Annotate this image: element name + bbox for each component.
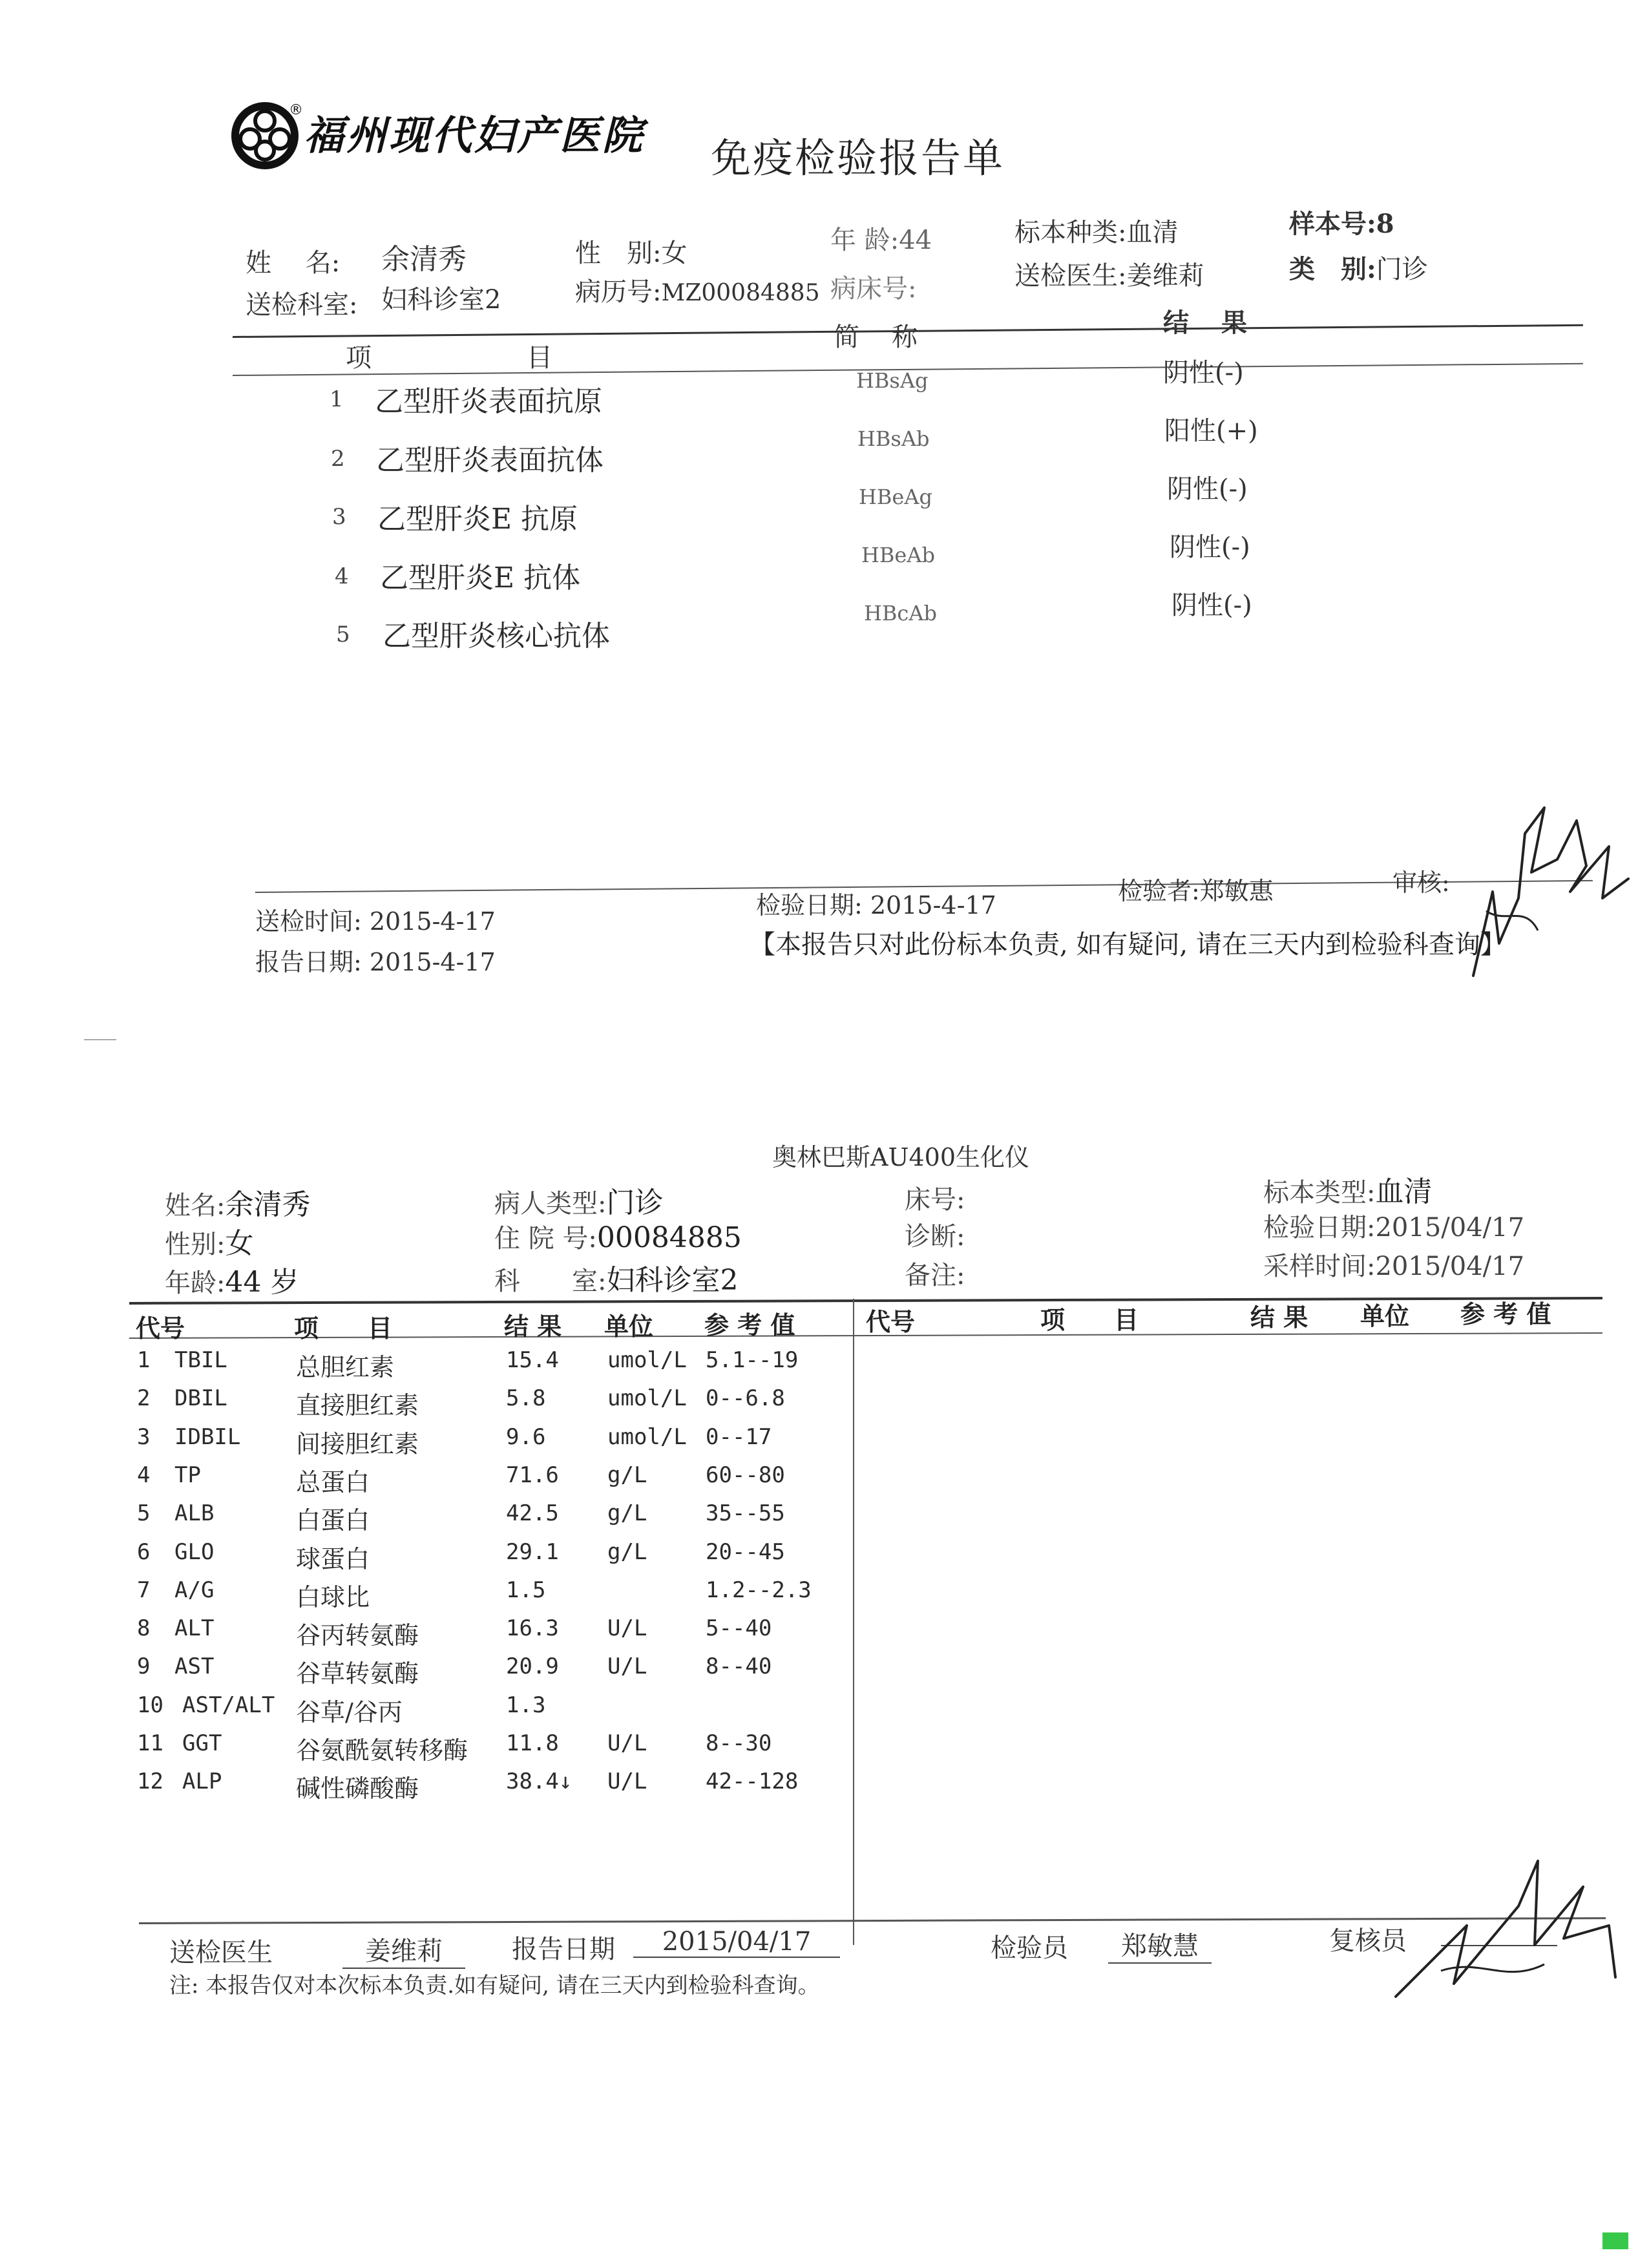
name-field: [246, 242, 340, 279]
b-row-item: 白蛋白: [296, 1506, 370, 1535]
test-date: 检验日期: 2015-4-17: [756, 891, 996, 919]
b-doctor-value: 姜维莉: [342, 1931, 465, 1969]
b-row-item: 白球比: [296, 1583, 370, 1612]
b-test-date-field: [1263, 1207, 1524, 1244]
b-specimen-value: 血清: [1375, 1175, 1433, 1208]
b-row-number: 6: [137, 1539, 151, 1565]
b-row-result: 15.4: [506, 1347, 559, 1373]
b-col-item-right: 项 目: [1040, 1305, 1139, 1334]
b-row-unit: U/L: [607, 1730, 647, 1756]
row-result: 阳性(+): [1164, 416, 1258, 446]
b-row-number: 9: [137, 1654, 151, 1679]
b-row-result: 71.6: [506, 1462, 559, 1488]
b-row-item: 间接胆红素: [296, 1430, 419, 1458]
bed-field: [830, 268, 916, 305]
row-number: 1: [330, 386, 344, 412]
b-column-divider: [853, 1299, 854, 1945]
b-row-unit: g/L: [607, 1462, 647, 1488]
b-row-result: 9.6: [506, 1424, 546, 1450]
b-age-label: 年龄:: [165, 1268, 226, 1298]
sex-field: [575, 233, 687, 269]
b-age-value: 44 岁: [225, 1266, 299, 1299]
biochem-title: 奥林巴斯AU400生化仪: [772, 1143, 1029, 1171]
b-sample-time-field: [1263, 1246, 1524, 1283]
doctor-value: 姜维莉: [1126, 261, 1204, 291]
b-reviewer-label: 复核员: [1329, 1926, 1407, 1956]
b-col-ref-right: 参 考 值: [1460, 1299, 1551, 1328]
b-inpatient-label: 住 院 号:: [494, 1224, 597, 1254]
b-row-item: 谷氨酰氨转移酶: [296, 1736, 468, 1765]
doctor-label: 送检医生:: [1014, 261, 1127, 291]
b-sample-time-value: 2015/04/17: [1375, 1252, 1525, 1281]
b-row-code: TP: [174, 1462, 201, 1488]
b-sex-field: [165, 1220, 253, 1261]
reviewer-signature-icon: [1447, 795, 1641, 989]
row-item: 乙型肝炎E 抗体: [380, 562, 581, 594]
b-row-result: 16.3: [506, 1615, 559, 1641]
b-row-item: 谷草转氨酶: [296, 1659, 419, 1688]
b-row-ref: 5.1--19: [706, 1347, 799, 1373]
reviewer-label: 审核:: [1392, 868, 1450, 897]
b-row-number: 8: [137, 1615, 151, 1641]
b-row-result: 20.9: [506, 1654, 559, 1679]
b-row-item: 直接胆红素: [296, 1391, 419, 1420]
b-row-number: 2: [137, 1385, 151, 1411]
b-row-code: GLO: [174, 1539, 215, 1565]
dept-label: 送检科室:: [246, 290, 358, 320]
b-row-ref: 1.2--2.3: [706, 1577, 812, 1603]
b-row-number: 11: [137, 1730, 163, 1756]
b-row-number: 10: [137, 1692, 163, 1718]
specimen-label: 标本种类:: [1014, 218, 1127, 247]
sample-no-value: 8: [1376, 209, 1394, 239]
b-row-code: GGT: [182, 1730, 222, 1756]
b-row-result: 1.3: [506, 1692, 546, 1718]
b-test-date-label: 检验日期:: [1263, 1213, 1376, 1243]
b-tester-label: 检验员: [991, 1933, 1068, 1963]
b-report-date-value: 2015/04/17: [633, 1927, 840, 1958]
sample-no-label: 样本号:: [1289, 209, 1376, 239]
b-ptype-value: 门诊: [606, 1186, 664, 1219]
b-sample-time-label: 采样时间:: [1263, 1252, 1376, 1281]
b-row-code: TBIL: [174, 1347, 227, 1373]
b-row-item: 谷草/谷丙: [296, 1698, 403, 1727]
b-row-ref: 0--6.8: [706, 1385, 785, 1411]
row-item: 乙型肝炎核心抗体: [383, 620, 610, 653]
b-row-ref: 20--45: [706, 1539, 785, 1565]
b-row-code: ALB: [174, 1500, 215, 1526]
b-diagnosis-label: 诊断:: [905, 1222, 965, 1252]
report-date: 报告日期: 2015-4-17: [255, 948, 496, 976]
row-number: 3: [332, 504, 346, 530]
b-col-code: 代号: [136, 1314, 185, 1343]
b-col-code-right: 代号: [866, 1307, 916, 1336]
b-reviewer-signature-icon: [1389, 1848, 1635, 2016]
b-row-number: 7: [137, 1577, 151, 1603]
row-abbr: HBeAg: [859, 485, 932, 509]
b-remark-label: 备注:: [905, 1261, 965, 1290]
b-row-result: 38.4↓: [506, 1769, 572, 1794]
b-age-field: [165, 1259, 299, 1300]
b-inpatient-field: [494, 1218, 742, 1255]
svg-text:®: ®: [289, 102, 303, 118]
dept-value: 妇科诊室2: [381, 285, 501, 315]
b-row-ref: 60--80: [706, 1462, 785, 1488]
b-row-ref: 8--40: [706, 1654, 772, 1679]
record-label: 病历号:: [575, 277, 662, 307]
doctor-field: [1014, 255, 1204, 292]
b-row-number: 3: [137, 1424, 151, 1450]
b-test-date-value: 2015/04/17: [1375, 1213, 1525, 1243]
b-specimen-field: [1263, 1168, 1432, 1210]
b-row-unit: U/L: [607, 1654, 647, 1679]
b-sex-value: 女: [225, 1227, 254, 1260]
category-field: [1289, 249, 1428, 286]
b-row-result: 11.8: [506, 1730, 559, 1756]
report-title: 免疫检验报告单: [711, 134, 1005, 182]
corner-mark: [1602, 2232, 1628, 2249]
b-row-code: A/G: [174, 1577, 215, 1603]
tester: 检验者:郑敏惠: [1118, 877, 1274, 905]
b-col-unit: 单位: [604, 1312, 654, 1341]
b-col-item: 项 目: [294, 1314, 393, 1343]
b-row-code: AST/ALT: [182, 1692, 275, 1718]
b-col-unit-right: 单位: [1360, 1301, 1410, 1330]
b-row-code: IDBIL: [174, 1424, 241, 1450]
b-name-field: [165, 1181, 310, 1223]
b-specimen-label: 标本类型:: [1263, 1178, 1376, 1208]
b-row-unit: umol/L: [607, 1385, 687, 1411]
b-row-number: 1: [137, 1347, 151, 1373]
b-row-unit: umol/L: [607, 1424, 687, 1450]
b-row-number: 5: [137, 1500, 151, 1526]
b-name-value: 余清秀: [225, 1188, 311, 1221]
disclaimer-note: 【本报告只对此份标本负责, 如有疑问, 请在三天内到检验科查询】: [750, 930, 1506, 960]
b-row-item: 谷丙转氨酶: [296, 1621, 419, 1650]
sex-value: 女: [661, 238, 688, 268]
category-label: 类 别:: [1289, 254, 1376, 284]
record-field: [575, 271, 820, 308]
age-field: [830, 220, 932, 257]
b-row-ref: 35--55: [706, 1500, 785, 1526]
b-row-result: 29.1: [506, 1539, 559, 1565]
b-row-item: 碱性磷酸酶: [296, 1774, 419, 1803]
b-row-ref: 5--40: [706, 1615, 772, 1641]
specimen-field: [1014, 212, 1178, 249]
b-row-unit: g/L: [607, 1500, 647, 1526]
b-name-label: 姓名:: [165, 1191, 226, 1221]
sex-label: 性 别:: [575, 238, 662, 268]
b-doctor-label: 送检医生: [169, 1938, 273, 1968]
category-value: 门诊: [1376, 255, 1428, 284]
record-value: MZ00084885: [661, 280, 820, 306]
row-item: 乙型肝炎表面抗原: [375, 385, 602, 418]
row-abbr: HBsAb: [857, 426, 930, 451]
b-col-result-right: 结 果: [1250, 1303, 1308, 1332]
row-result: 阴性(-): [1171, 591, 1252, 620]
name-value: 余清秀: [381, 243, 467, 276]
b-tester-value: 郑敏慧: [1108, 1926, 1212, 1964]
row-result: 阴性(-): [1170, 532, 1250, 562]
b-sex-label: 性别:: [165, 1230, 226, 1259]
b-row-ref: 42--128: [706, 1769, 799, 1794]
b-row-result: 42.5: [506, 1500, 559, 1526]
b-row-code: ALT: [174, 1615, 215, 1641]
b-bed-label: 床号:: [905, 1185, 965, 1215]
b-disclaimer-note: 注: 本报告仅对本次标本负责.如有疑问, 请在三天内到检验科查询。: [169, 1973, 820, 1999]
b-row-code: DBIL: [174, 1385, 227, 1411]
b-inpatient-value: 00084885: [596, 1221, 742, 1254]
b-ptype-label: 病人类型:: [494, 1189, 607, 1219]
row-number: 5: [336, 622, 350, 647]
row-result: 阴性(-): [1163, 358, 1244, 388]
b-col-result: 结 果: [504, 1312, 562, 1341]
dept-field: [246, 284, 357, 321]
b-row-unit: U/L: [607, 1615, 647, 1641]
b-dept-label: 科 室:: [494, 1266, 607, 1296]
col-abbr-header: 简称: [834, 322, 950, 352]
hospital-logo-icon: [229, 100, 303, 171]
b-row-item: 总胆红素: [296, 1353, 395, 1381]
row-abbr: HBsAg: [856, 368, 929, 393]
b-row-number: 12: [137, 1769, 163, 1794]
row-number: 4: [335, 563, 349, 589]
b-dept-value: 妇科诊室2: [606, 1264, 739, 1297]
hospital-name: 福州现代妇产医院: [304, 112, 646, 159]
send-time: 送检时间: 2015-4-17: [255, 907, 496, 936]
row-item: 乙型肝炎表面抗体: [376, 444, 604, 477]
b-col-ref: 参 考 值: [704, 1310, 795, 1339]
age-label: 年 龄:: [830, 226, 899, 255]
b-report-date-label: 报告日期: [512, 1935, 615, 1964]
separator-dash: [84, 1039, 116, 1040]
b-row-number: 4: [137, 1462, 151, 1488]
sample-no-field: [1289, 204, 1394, 240]
age-value: 44: [899, 226, 932, 255]
b-ptype-field: [494, 1179, 663, 1221]
b-row-ref: 0--17: [706, 1424, 772, 1450]
b-row-code: AST: [174, 1654, 215, 1679]
b-row-result: 5.8: [506, 1385, 546, 1411]
col-result-header: 结果: [1163, 308, 1279, 338]
b-row-result: 1.5: [506, 1577, 546, 1603]
b-dept-field: [494, 1257, 738, 1298]
specimen-value: 血清: [1126, 218, 1179, 247]
row-item: 乙型肝炎E 抗原: [377, 503, 578, 536]
b-row-unit: U/L: [607, 1769, 647, 1794]
row-number: 2: [331, 446, 345, 472]
b-row-unit: umol/L: [607, 1347, 687, 1373]
row-result: 阴性(-): [1167, 474, 1248, 504]
name-label: 姓 名:: [246, 248, 341, 278]
col-item-header: 项目: [346, 343, 708, 373]
b-row-item: 球蛋白: [296, 1545, 370, 1573]
b-row-code: ALP: [182, 1769, 222, 1794]
b-row-ref: 8--30: [706, 1730, 772, 1756]
bed-label: 病床号:: [830, 274, 917, 304]
row-abbr: HBeAb: [861, 543, 935, 567]
b-row-unit: g/L: [607, 1539, 647, 1565]
row-abbr: HBcAb: [864, 601, 937, 625]
b-row-item: 总蛋白: [296, 1468, 370, 1496]
